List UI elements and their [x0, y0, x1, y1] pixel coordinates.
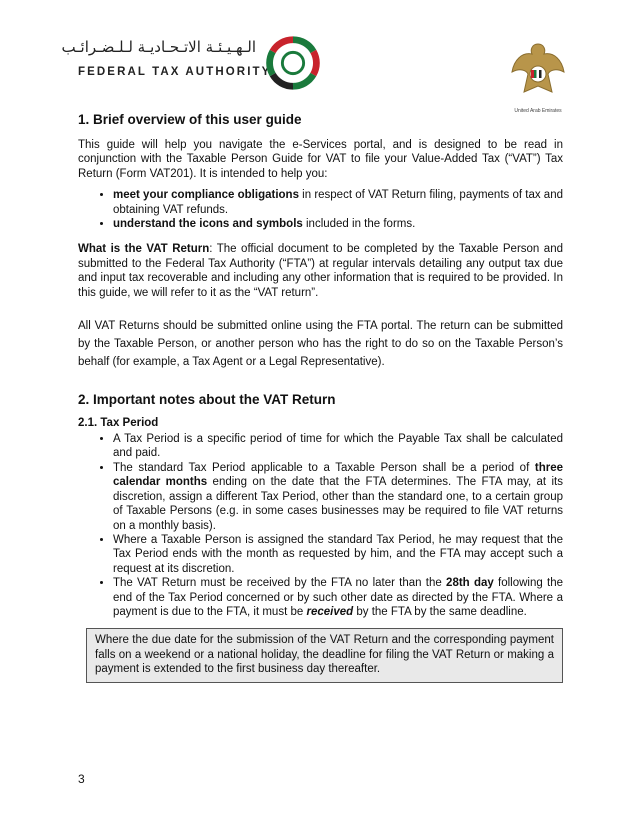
fta-logo-icon	[264, 34, 322, 92]
subsection-tax-period: 2.1. Tax Period	[78, 417, 159, 430]
b4-post: by the FTA by the same deadline.	[353, 605, 527, 618]
document-body	[78, 111, 563, 683]
bullet2-bold: understand the icons and symbols	[113, 218, 303, 231]
b4-bold: 28th day	[446, 577, 494, 590]
b4-mid: following the end of the Tax Period concerned or by such other date as directed by the FTA. Where a payment is due to the FTA, it must be	[113, 577, 563, 618]
section1-bullet-list	[78, 188, 563, 231]
list-item	[113, 576, 563, 619]
uae-emblem-icon	[508, 38, 568, 104]
list-item: • A Tax Period is a specific period of time for which the Payable Tax shall be calculated and paid.	[113, 432, 563, 461]
all-returns-paragraph: All VAT Returns should be submitted online using the FTA portal. The return can be submitted by the Taxable Person, or another person who has the right to do so on the Taxable Person’s behalf (for example, a Tax Agent or a Legal Representative).	[78, 320, 563, 369]
deadline-note-box: Where the due date for the submission of the VAT Return and the corresponding payment falls on a weekend or a national holiday, the deadline for filing the VAT Return or making a payment is extended to the first business day thereafter.	[86, 628, 563, 682]
page-number: 3	[78, 772, 85, 786]
section1-intro: This guide will help you navigate the e-Services portal, and is designed to be read in conjunction with the Taxable Person Guide for VAT to file your Value-Added Tax (“VAT”) Tax Return (Form VAT201). It is intended to help you:	[78, 139, 563, 180]
list-item: • Where a Taxable Person is assigned the standard Tax Period, he may request that the Tax Period ends with the month as requested by him, and the FTA may accept such a request at its discretion.	[113, 533, 563, 576]
list-item	[113, 188, 563, 217]
b2-pre: The standard Tax Period applicable to a Taxable Person shall be a period of	[113, 461, 535, 474]
fta-english-name: FEDERAL TAX AUTHORITY	[78, 66, 272, 78]
section2-heading: 2. Important notes about the VAT Return	[78, 392, 336, 408]
list-item	[113, 461, 563, 533]
page-header	[61, 28, 568, 114]
bullet1-text: in respect of VAT Return filing, payments of tax and obtaining VAT refunds.	[113, 189, 563, 216]
section1-heading: 1. Brief overview of this user guide	[78, 112, 302, 127]
what-is-vat-return	[78, 242, 563, 300]
what-label: What is the VAT Return	[78, 243, 210, 256]
emblem-caption: United Arab Emirates	[514, 108, 562, 114]
b4-em: received	[306, 605, 354, 618]
list-item	[113, 217, 563, 231]
b4-pre: The VAT Return must be received by the FTA no later than the	[113, 577, 447, 590]
fta-arabic-name: الـهـيـئـة الاتـحـاديـة لـلـضـرائـب	[61, 38, 256, 56]
section2-bullet-list	[78, 432, 563, 619]
bullet2-text: included in the forms.	[302, 218, 416, 231]
b2-bold: three calendar months	[113, 461, 563, 489]
bullet1-bold: meet your compliance obligations	[113, 189, 299, 202]
what-text: : The official document to be completed by the Taxable Person and submitted to the Federal Tax Authority (“FTA”) at regular intervals detailing any output tax due and input tax recoverable and including any other information that is required to be provided. In this guide, we will refer to it as the “VAT return”.	[78, 243, 563, 299]
b2-post: ending on the date that the FTA determines. The FTA may, at its discretion, assign a different Tax Period, other than the standard one, to a certain group of Taxable Persons (e.g. in some cases businesses may be required to file VAT returns on a monthly basis).	[113, 476, 563, 532]
